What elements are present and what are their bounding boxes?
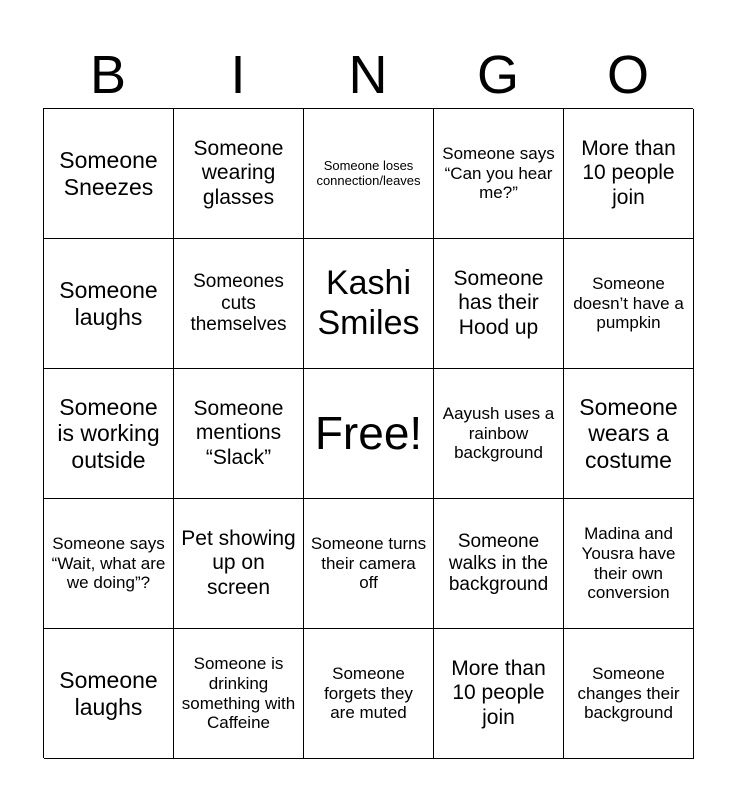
cell-text: Kashi Smiles: [317, 264, 420, 342]
bingo-cell-r4-c4[interactable]: [434, 499, 564, 629]
free-space-text: Free!: [314, 407, 423, 460]
cell-text: Someone laughs: [59, 277, 158, 330]
bingo-cell-r2-c4[interactable]: [434, 239, 564, 369]
cell-text: Someone walks in the background: [448, 530, 549, 596]
cell-text: Madina and Yousra have their own conversion: [581, 524, 676, 603]
bingo-cell-r1-c1[interactable]: [44, 109, 174, 239]
bingo-cell-r1-c4[interactable]: [434, 109, 564, 239]
cell-text: Someone mentions “Slack”: [193, 397, 284, 469]
bingo-cell-r5-c1[interactable]: [44, 629, 174, 759]
bingo-cell-r3-c3[interactable]: [304, 369, 434, 499]
bingo-cell-r1-c5[interactable]: [564, 109, 694, 239]
bingo-cell-r2-c3[interactable]: [304, 239, 434, 369]
cell-text: Someone is drinking something with Caffeine: [181, 654, 296, 733]
cell-text: Someone doesn’t have a pumpkin: [573, 274, 684, 333]
bingo-cell-r3-c1[interactable]: [44, 369, 174, 499]
cell-text: More than 10 people join: [581, 137, 676, 209]
bingo-cell-r1-c3[interactable]: [304, 109, 434, 239]
bingo-cell-r1-c2[interactable]: [174, 109, 304, 239]
bingo-cell-r2-c1[interactable]: [44, 239, 174, 369]
cell-text: Someones cuts themselves: [190, 270, 287, 336]
bingo-cell-r5-c2[interactable]: [174, 629, 304, 759]
bingo-cell-r5-c3[interactable]: [304, 629, 434, 759]
bingo-cell-r2-c2[interactable]: [174, 239, 304, 369]
header-letter-g: G: [476, 45, 519, 105]
cell-text: Someone has their Hood up: [453, 267, 544, 339]
cell-text: Someone is working outside: [57, 393, 160, 473]
cell-text: Someone wearing glasses: [193, 137, 284, 209]
cell-text: More than 10 people join: [451, 657, 546, 729]
bingo-header: [43, 42, 693, 108]
bingo-cell-r3-c5[interactable]: [564, 369, 694, 499]
bingo-cell-r5-c4[interactable]: [434, 629, 564, 759]
cell-text: Pet showing up on screen: [181, 527, 296, 599]
bingo-cell-r4-c1[interactable]: [44, 499, 174, 629]
cell-text: Someone changes their background: [577, 664, 680, 723]
bingo-cell-r4-c2[interactable]: [174, 499, 304, 629]
bingo-cell-r2-c5[interactable]: [564, 239, 694, 369]
cell-text: Someone loses connection/leaves: [316, 157, 421, 188]
cell-text: Someone laughs: [59, 667, 158, 720]
header-letter-n: N: [348, 45, 388, 105]
cell-text: Someone says “Wait, what are we doing”?: [51, 534, 166, 593]
header-letter-o: O: [606, 45, 649, 105]
cell-text: Someone turns their camera off: [310, 534, 427, 593]
cell-text: Someone Sneezes: [59, 147, 158, 200]
cell-text: Someone says “Can you hear me?”: [442, 144, 555, 203]
header-letter-b: B: [89, 45, 127, 105]
bingo-cell-r4-c5[interactable]: [564, 499, 694, 629]
bingo-cell-r5-c5[interactable]: [564, 629, 694, 759]
bingo-cell-r3-c2[interactable]: [174, 369, 304, 499]
header-letter-i: I: [230, 45, 246, 105]
cell-text: Aayush uses a rainbow background: [442, 404, 555, 463]
bingo-cell-r4-c3[interactable]: [304, 499, 434, 629]
cell-text: Someone wears a costume: [579, 393, 678, 473]
cell-text: Someone forgets they are muted: [324, 664, 413, 723]
bingo-cell-r3-c4[interactable]: [434, 369, 564, 499]
bingo-card: [43, 108, 693, 758]
